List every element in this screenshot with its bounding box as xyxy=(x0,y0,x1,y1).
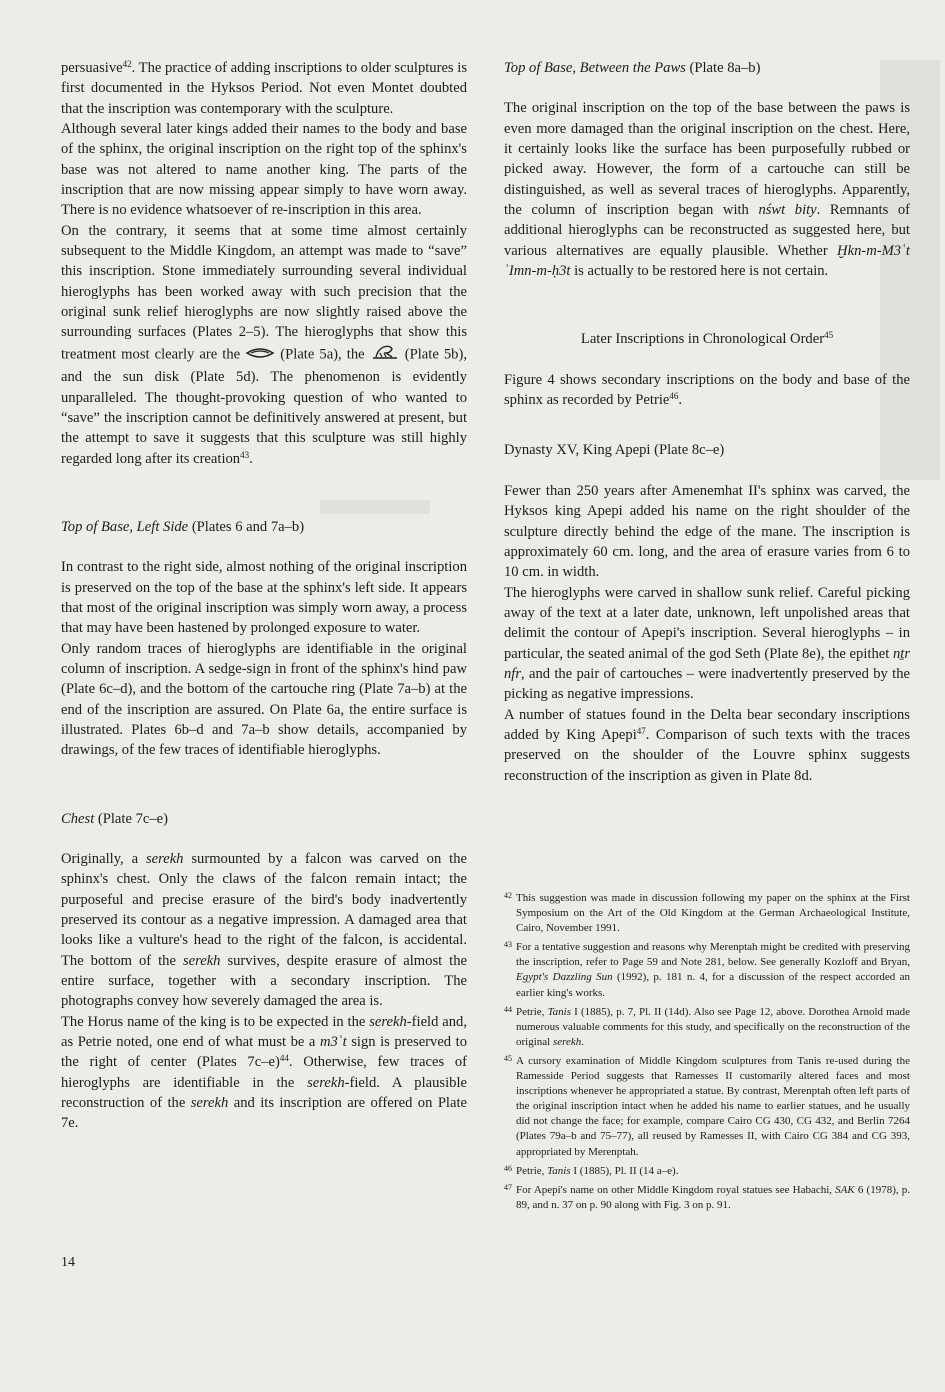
section-heading: Later Inscriptions in Chronological Order$^{45}$ xyxy=(580,330,834,348)
footnotes xyxy=(504,888,910,1214)
paragraph: The hieroglyphs were carved in shallow sunk relief. Careful picking away of the text at a later date, unknown, left unpolished areas that delimit the contour of Apepi's inscription. Several hieroglyphs – in particular, the seated animal of the god Seth (Plate 8e), the epithet nṯr nfr, and the pair of cartouches – were inadvertently preserved by the picking as negative impressions. xyxy=(504,584,910,703)
paragraph: On the contrary, it seems that at some time almost certainly subsequent to the Middle Kingdom, an attempt was made to “save” this inscription. Stone immediately surrounding several individual hieroglyphs has been worked away with such precision that the original sunk relief hieroglyphs are now slightly raised above the surrounding surfaces (Plates 2–5). The hieroglyphs that show this treatment most clearly are the (Plate 5a), the (Plate 5b), and the sun disk (Plate 5d). The phenomenon is evidently unparalleled. The thought-provoking question of who wanted to “save” the inscription cannot be definitively answered at present, but the attempt to save it suggests that this sculpture was still highly regarded long after its creation$^{43}$. xyxy=(61,222,467,467)
footnote-ref: 47 xyxy=(636,725,646,736)
paragraph: The original inscription on the top of the base between the paws is even more damaged than the original inscription on the chest. Here, it certainly looks like the surface has been purposefully rubbed or picked away. However, the form of a cartouche can still be distinguished, as well as several traces of hieroglyphs. Apparently, the column of inscription began with nśwt bity. Remnants of additional hieroglyphs can be reconstructed as suggested here, but various alternatives are equally plausible. Whether Ḫkn-m-M3ʿt ʾImn-m-ḥ3t is actually to be restored here is not certain. xyxy=(504,100,910,280)
paragraph: Only random traces of hieroglyphs are identifiable in the original column of inscription. A sedge-sign in front of the sphinx's hind paw (Plate 6c–d), and the bottom of the cartouche ring (Plate 7a–b) at the end of the inscription are assured. On Plate 6a, the entire surface is illustrated. Plates 6b–d and 7a–b show details, accompanied by drawings, of the few traces of identifiable hieroglyphs. xyxy=(61,640,467,759)
mouth-hieroglyph-icon xyxy=(245,345,275,365)
footnote-ref: 46 xyxy=(669,391,679,402)
footnote-ref: 45 xyxy=(824,330,834,341)
paragraph: Although several later kings added their names to the body and base of the sphinx, the original inscription on the right top of the sphinx's base was not altered to name another king. The parts of the inscription that are now missing appear simply to have worn away. There is no evidence whatsoever of re-inscription in this area. xyxy=(61,121,467,219)
section-heading: Chest (Plate 7c–e) xyxy=(61,810,168,827)
section-heading: Dynasty XV, King Apepi (Plate 8c–e) xyxy=(504,442,725,459)
footnote: $^{45}$ A cursory examination of Middle Kingdom sculptures from Tanis re-used during the Ramesside Period suggests that Ramesses II customarily altered faces and most inscriptions whenever he appropriated a statue. By contrast, Merenptah often left parts of the original inscription intact when he added his name to earlier statues, and he usually did not change the face; for example, compare Cairo CG 430, CG 432, and Berlin 7264 (Plates 79a–b and 75–77), all reused by Ramesses II, with Cairo CG 384 and CG 393, appropriated by Merenptah. xyxy=(504,1053,910,1158)
paragraph: The Horus name of the king is to be expected in the serekh-field and, as Petrie noted, one end of what must be a m3ʿt sign is preserved to the right of center (Plates 7c–e)$^{44}$. Otherwise, few traces of hieroglyphs are identifiable in the serekh-field. A plausible reconstruction of the serekh and its inscription are offered on Plate 7e. xyxy=(61,1013,467,1132)
section-heading: Top of Base, Left Side (Plates 6 and 7a–b) xyxy=(61,518,305,535)
bird-hieroglyph-icon xyxy=(370,343,400,367)
footnote-ref: 44 xyxy=(279,1053,289,1064)
right-column xyxy=(504,58,910,786)
paragraph: In contrast to the right side, almost nothing of the original inscription is preserved on the top of the base at the sphinx's left side. It appears that most of the original inscription was simply worn away, a process that may have been hastened by prolonged exposure to water. xyxy=(61,559,467,637)
footnote: $^{46}$ Petrie, Tanis I (1885), Pl. II (14 a–e). xyxy=(504,1163,679,1177)
footnote: $^{44}$ Petrie, Tanis I (1885), p. 7, Pl. II (14d). Also see Page 12, above. Dorothea Arnold made numerous valuable comments for this study, and specifically on the reconstruction of the original serekh. xyxy=(504,1004,910,1048)
paragraph: persuasive$^{42}$. The practice of adding inscriptions to older sculptures is first documented in the Hyksos Period. Not even Montet doubted that the inscription was contemporary with the sculpture. xyxy=(61,59,467,117)
paragraph: A number of statues found in the Delta bear secondary inscriptions added by King Apepi$^{47}$. Comparison of such texts with the traces preserved on the shoulder of the Louvre sphinx suggests reconstruction of the inscription as given in Plate 8d. xyxy=(504,706,910,784)
page-number: 14 xyxy=(61,1255,75,1270)
footnote: $^{43}$ For a tentative suggestion and reasons why Merenptah might be credited with preserving the inscription, refer to Page 59 and Note 281, below. See generally Kozloff and Bryan, Egypt's Dazzling Sun (1992), p. 181 n. 4, for a discussion of the respect accorded an earlier king's works. xyxy=(504,940,910,999)
footnote-ref: 42 xyxy=(122,59,132,69)
paragraph: Fewer than 250 years after Amenemhat II's sphinx was carved, the Hyksos king Apepi added his name on the right shoulder of the sculpture directly behind the edge of the mane. The inscription is approximately 60 cm. long, and the area of erasure varies from 6 to 10 cm. in width. xyxy=(504,482,910,581)
footnote: $^{42}$ This suggestion was made in discussion following my paper on the sphinx at the First Symposium on the Art of the Old Kingdom at the German Archaeological Institute, Cairo, November 1991. xyxy=(504,891,910,935)
left-column xyxy=(61,58,467,1134)
footnote: $^{47}$ For Apepi's name on other Middle Kingdom royal statues see Habachi, SAK 6 (1978), p. 89, and n. 37 on p. 90 along with Fig. 3 on p. 91. xyxy=(504,1182,910,1211)
paragraph: Originally, a serekh surmounted by a falcon was carved on the sphinx's chest. Only the claws of the falcon remain intact; the purposeful and precise erasure of the bird's body inadvertently preserved its contour as a negative impression. A damaged area that looks like a vulture's head to the right of the falcon, is accidental. The bottom of the serekh survives, despite erasure of almost the entire surface, together with a secondary inscription. The photographs convey how severely damaged the area is. xyxy=(61,851,467,1010)
footnote-ref: 43 xyxy=(240,449,250,460)
section-heading: Top of Base, Between the Paws (Plate 8a–b) xyxy=(504,60,761,76)
paragraph: Figure 4 shows secondary inscriptions on the body and base of the sphinx as recorded by Petrie$^{46}$. xyxy=(504,371,910,409)
